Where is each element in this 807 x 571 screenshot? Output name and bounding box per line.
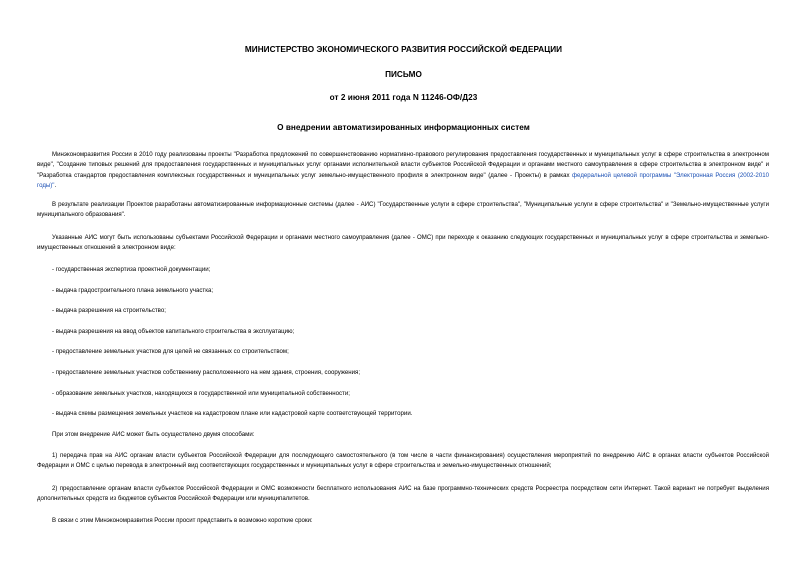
paragraph-usage: Указанные АИС могут быть использованы субъектами Российской Федерации и органами местного самоуправления (далее - ОМС) при переходе к оказанию следующих государственных и муниципальных услуг в сфере строительства и земельно-имущественных отношений в электронном виде: xyxy=(37,234,769,252)
list-item: - выдача схемы размещения земельных участков на кадастровом плане или кадастровой карте соответствующей территории. xyxy=(52,410,413,417)
list-item: - выдача градостроительного плана земельного участка; xyxy=(52,287,214,294)
list-item: - выдача разрешения на строительство; xyxy=(52,307,166,314)
list-item: - образование земельных участков, находящихся в государственной или муниципальной собственности; xyxy=(52,390,350,397)
paragraph-method-2: 2) предоставление органам власти субъектов Российской Федерации и ОМС возможности бесплатного использования АИС на базе программно-технических средств Росреестра посредством сети Интернет. Такой вариант не потребует выделения дополнительных средств из бюджетов субъектов Российской Федерации или муниципалитетов. xyxy=(37,485,769,503)
program-link[interactable]: федеральной целевой программы "Электронная Россия (2002-2010 годы)" xyxy=(37,171,769,190)
list-item: - выдача разрешения на ввод объектов капитального строительства в эксплуатацию; xyxy=(52,328,295,335)
paragraph-methods: При этом внедрение АИС может быть осуществлено двумя способами: xyxy=(52,431,255,438)
ministry-heading: МИНИСТЕРСТВО ЭКОНОМИЧЕСКОГО РАЗВИТИЯ РОССИЙСКОЙ ФЕДЕРАЦИИ xyxy=(244,45,563,54)
paragraph-intro-end: . xyxy=(54,182,57,190)
document-subject: О внедрении автоматизированных информационных систем xyxy=(277,123,530,132)
paragraph-method-1: 1) передача прав на АИС органам власти субъектов Российской Федерации для последующего самостоятельного (в том числе в части финансирования) осуществления мероприятий по внедрению АИС в органах власти субъектов Российской Федерации и ОМС с целью перевода в электронный вид соответствующих государственных и муниципальных услуг в сфере строительства и земельно-имущественных отношений; xyxy=(37,452,769,470)
list-item: - государственная экспертиза проектной документации; xyxy=(52,266,211,273)
paragraph-intro xyxy=(37,150,769,192)
paragraph-intro-text: Минэкономразвития России в 2010 году реализованы проекты "Разработка предложений по совершенствованию нормативно-правового регулирования предоставления государственных и муниципальных услуг в сфере строительства в электронном виде", "Создание типовых решений для предоставления государственных и муниципальных услуг органами исполнительной власти субъектов Российской Федерации и органами местного самоуправления в сфере строительства в электронном виде" и "Разработка стандартов предоставления комплексных государственных и муниципальных услуг земельно-имущественного профиля в электронном виде" (далее - Проекты) в рамках xyxy=(37,151,769,179)
list-item: - предоставление земельных участков для целей не связанных со строительством; xyxy=(52,348,289,355)
list-item: - предоставление земельных участков собственнику расположенного на нем здания, строения, сооружения; xyxy=(52,369,361,376)
document-type: ПИСЬМО xyxy=(385,70,422,79)
paragraph-request: В связи с этим Минэкономразвития России просит представить в возможно короткие сроки: xyxy=(52,517,313,524)
paragraph-results: В результате реализации Проектов разработаны автоматизированные информационные системы (далее - АИС) "Государственные услуги в сфере строительства", "Муниципальные услуги в сфере строительства" и "Земельно-имущественные услуги муниципального образования". xyxy=(37,201,769,219)
document-date-number: от 2 июня 2011 года N 11246-ОФ/Д23 xyxy=(329,93,478,102)
